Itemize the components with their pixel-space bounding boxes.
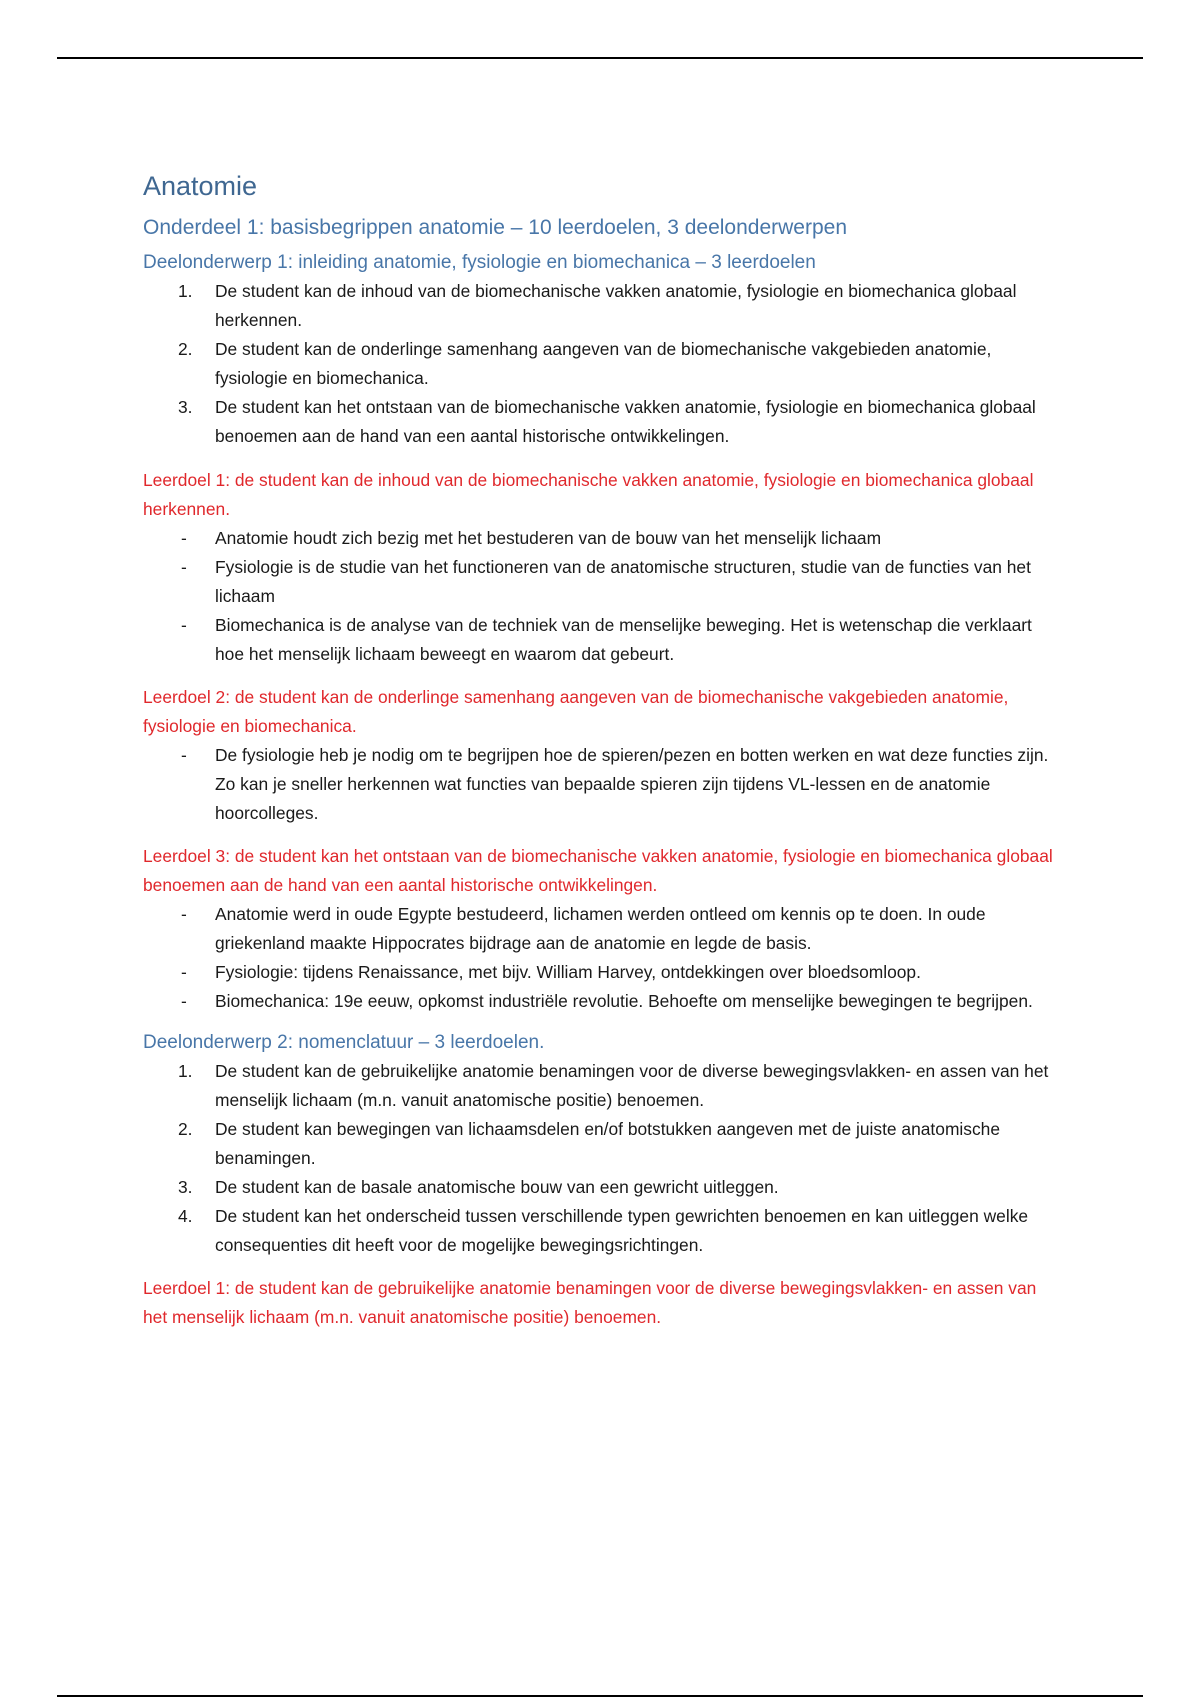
dash-icon: - — [181, 528, 187, 548]
goal-item — [143, 1057, 1063, 1115]
goal-text: De student kan de inhoud van de biomechanische vakken anatomie, fysiologie en biomechanica globaal herkennen. — [215, 281, 1017, 330]
bullet-item — [143, 958, 1063, 987]
dash-icon: - — [181, 615, 187, 635]
leerdoel-2-bullets — [143, 741, 1063, 828]
goal-number: 1. — [178, 1061, 193, 1081]
dash-icon: - — [181, 904, 187, 924]
deelonderwerp-1-goal-list — [143, 277, 1063, 451]
bullet-text: Biomechanica: 19e eeuw, opkomst industriële revolutie. Behoefte om menselijke bewegingen te begrijpen. — [215, 991, 1033, 1011]
goal-item — [143, 277, 1063, 335]
bullet-text: Fysiologie is de studie van het functioneren van de anatomische structuren, studie van de functies van het lichaam — [215, 557, 1031, 606]
leerdoel-3-bullets — [143, 900, 1063, 1016]
bullet-item — [143, 741, 1063, 828]
footer-rule — [57, 1695, 1143, 1697]
document-body — [143, 168, 1063, 1332]
goal-text: De student kan de gebruikelijke anatomie benamingen voor de diverse bewegingsvlakken- en assen van het menselijk lichaam (m.n. vanuit anatomische positie) benoemen. — [215, 1061, 1049, 1110]
document-title: Anatomie — [143, 171, 258, 201]
leerdoel-2-heading: Leerdoel 2: de student kan de onderlinge samenhang aangeven van de biomechanische vakgebieden anatomie, fysiologie en biomechanica. — [143, 687, 1009, 736]
goal-item — [143, 393, 1063, 451]
goal-text: De student kan het ontstaan van de biomechanische vakken anatomie, fysiologie en biomechanica globaal benoemen aan de hand van een aantal historische ontwikkelingen. — [215, 397, 1036, 446]
leerdoel-nomenclatuur-1-heading: Leerdoel 1: de student kan de gebruikelijke anatomie benamingen voor de diverse bewegingsvlakken- en assen van het menselijk lichaam (m.n. vanuit anatomische positie) benoemen. — [143, 1278, 1037, 1327]
leerdoel-1-heading: Leerdoel 1: de student kan de inhoud van de biomechanische vakken anatomie, fysiologie en biomechanica globaal herkennen. — [143, 470, 1034, 519]
bullet-item — [143, 553, 1063, 611]
dash-icon: - — [181, 557, 187, 577]
goal-number: 3. — [178, 1177, 193, 1197]
dash-icon: - — [181, 991, 187, 1011]
bullet-item — [143, 611, 1063, 669]
goal-text: De student kan het onderscheid tussen verschillende typen gewrichten benoemen en kan uitleggen welke consequenties dit heeft voor de mogelijke bewegingsrichtingen. — [215, 1206, 1029, 1255]
bullet-item — [143, 987, 1063, 1016]
goal-item — [143, 335, 1063, 393]
header-rule — [57, 57, 1143, 59]
goal-item — [143, 1115, 1063, 1173]
goal-number: 3. — [178, 397, 193, 417]
leerdoel-1-bullets — [143, 524, 1063, 669]
goal-number: 1. — [178, 281, 193, 301]
dash-icon: - — [181, 962, 187, 982]
dash-icon: - — [181, 745, 187, 765]
goal-text: De student kan de basale anatomische bouw van een gewricht uitleggen. — [215, 1177, 779, 1197]
bullet-text: Biomechanica is de analyse van de techniek van de menselijke beweging. Het is wetenschap die verklaart hoe het menselijk lichaam beweegt en waarom dat gebeurt. — [215, 615, 1032, 664]
goal-text: De student kan bewegingen van lichaamsdelen en/of botstukken aangeven met de juiste anatomische benamingen. — [215, 1119, 1001, 1168]
goal-text: De student kan de onderlinge samenhang aangeven van de biomechanische vakgebieden anatomie, fysiologie en biomechanica. — [215, 339, 992, 388]
bullet-text: Fysiologie: tijdens Renaissance, met bijv. William Harvey, ontdekkingen over bloedsomloop. — [215, 962, 921, 982]
bullet-item — [143, 900, 1063, 958]
goal-item — [143, 1202, 1063, 1260]
bullet-item — [143, 524, 1063, 553]
goal-number: 4. — [178, 1206, 193, 1226]
deelonderwerp-1-heading: Deelonderwerp 1: inleiding anatomie, fysiologie en biomechanica – 3 leerdoelen — [143, 252, 816, 273]
leerdoel-3-heading: Leerdoel 3: de student kan het ontstaan van de biomechanische vakken anatomie, fysiologie en biomechanica globaal benoemen aan de hand van een aantal historische ontwikkelingen. — [143, 846, 1053, 895]
deelonderwerp-2-goal-list — [143, 1057, 1063, 1260]
bullet-text: De fysiologie heb je nodig om te begrijpen hoe de spieren/pezen en botten werken en wat deze functies zijn. Zo kan je sneller herkennen wat functies van bepaalde spieren zijn tijdens VL-lessen en de anatomie hoorcolleges. — [215, 745, 1049, 823]
onderdeel-heading: Onderdeel 1: basisbegrippen anatomie – 10 leerdoelen, 3 deelonderwerpen — [143, 216, 848, 239]
bullet-text: Anatomie houdt zich bezig met het bestuderen van de bouw van het menselijk lichaam — [215, 528, 882, 548]
deelonderwerp-2-heading: Deelonderwerp 2: nomenclatuur – 3 leerdoelen. — [143, 1032, 545, 1053]
bullet-text: Anatomie werd in oude Egypte bestudeerd, lichamen werden ontleed om kennis op te doen. In oude griekenland maakte Hippocrates bijdrage aan de anatomie en legde de basis. — [215, 904, 986, 953]
goal-item — [143, 1173, 1063, 1202]
goal-number: 2. — [178, 1119, 193, 1139]
goal-number: 2. — [178, 339, 193, 359]
